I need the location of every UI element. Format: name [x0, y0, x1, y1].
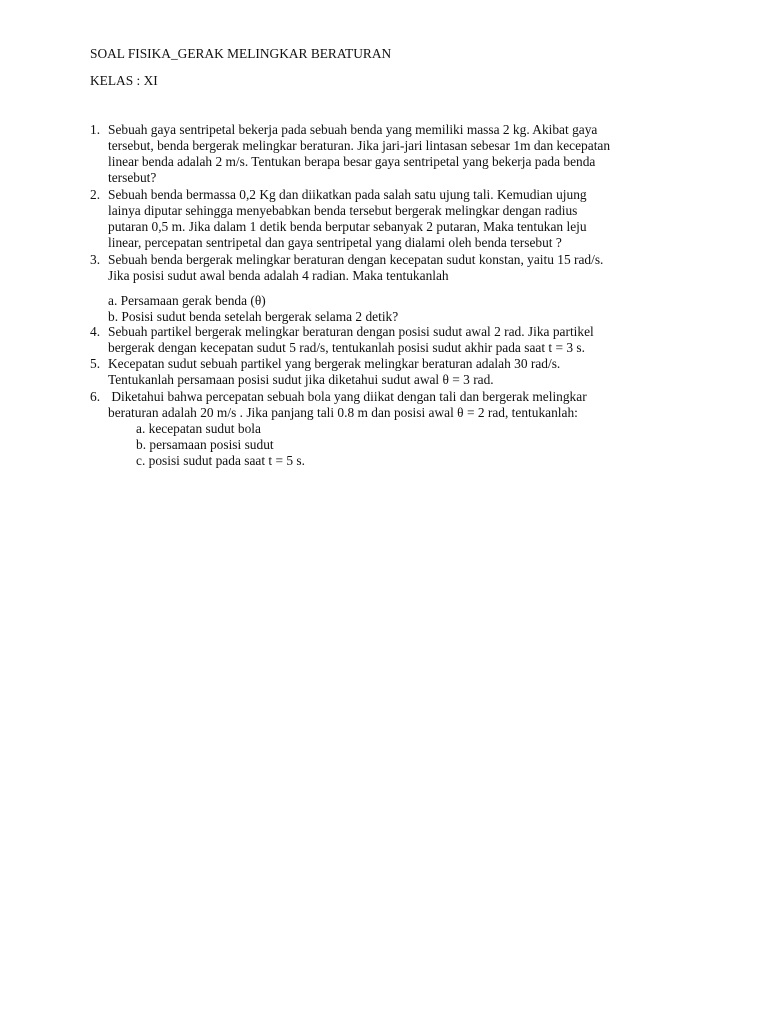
question-line: Sebuah gaya sentripetal bekerja pada sebuah benda yang memiliki massa 2 kg. Akibat gaya [108, 122, 598, 137]
sub-question-item: a. kecepatan sudut bola [136, 421, 261, 436]
question-line: Sebuah benda bermassa 0,2 Kg dan diikatkan pada salah satu ujung tali. Kemudian ujung [108, 187, 587, 202]
sub-question-group [136, 421, 696, 469]
question-line: lainya diputar sehingga menyebabkan benda tersebut bergerak melingkar dengan radius [108, 203, 578, 218]
question-text [108, 122, 690, 186]
question-text [108, 187, 690, 251]
question-text [108, 389, 690, 421]
question-line: Jika posisi sudut awal benda adalah 4 radian. Maka tentukanlah [108, 268, 449, 283]
question-number: 1. [90, 122, 101, 137]
question-line: Kecepatan sudut sebuah partikel yang bergerak melingkar beraturan adalah 30 rad/s. [108, 356, 561, 371]
document-title: SOAL FISIKA_GERAK MELINGKAR BERATURAN [90, 46, 392, 61]
sub-question-item: b. persamaan posisi sudut [136, 437, 274, 452]
question-number: 6. [90, 389, 101, 404]
question-line: Sebuah partikel bergerak melingkar beraturan dengan posisi sudut awal 2 rad. Jika partikel [108, 324, 594, 339]
class-label: KELAS : XI [90, 73, 158, 88]
question-number: 5. [90, 356, 101, 371]
question-line: bergerak dengan kecepatan sudut 5 rad/s, tentukanlah posisi sudut akhir pada saat t = 3 s. [108, 340, 585, 355]
question-line: putaran 0,5 m. Jika dalam 1 detik benda berputar sebanyak 2 putaran, Maka tentukan leju [108, 219, 587, 234]
question-number: 3. [90, 252, 101, 267]
question-line: tersebut, benda bergerak melingkar beraturan. Jika jari-jari lintasan sebesar 1m dan kecepatan [108, 138, 611, 153]
sub-question-item: c. posisi sudut pada saat t = 5 s. [136, 453, 305, 468]
question-text [108, 324, 690, 356]
question-line: linear, percepatan sentripetal dan gaya sentripetal yang dialami oleh benda tersebut ? [108, 235, 562, 250]
sub-question-item: a. Persamaan gerak benda (θ) [108, 293, 266, 308]
question-line: Sebuah benda bergerak melingkar beraturan dengan kecepatan sudut konstan, yaitu 15 rad/s. [108, 252, 604, 267]
question-line: Tentukanlah persamaan posisi sudut jika diketahui sudut awal θ = 3 rad. [108, 372, 494, 387]
question-number: 4. [90, 324, 101, 339]
question-number: 2. [90, 187, 101, 202]
sub-question-item: b. Posisi sudut benda setelah bergerak selama 2 detik? [108, 309, 399, 324]
question-line: beraturan adalah 20 m/s . Jika panjang tali 0.8 m dan posisi awal θ = 2 rad, tentukanlah: [108, 405, 578, 420]
sub-question-group [108, 293, 668, 325]
question-text [108, 356, 690, 388]
question-line: linear benda adalah 2 m/s. Tentukan berapa besar gaya sentripetal yang bekerja pada benda [108, 154, 596, 169]
question-text [108, 252, 690, 284]
question-line: Diketahui bahwa percepatan sebuah bola yang diikat dengan tali dan bergerak melingkar [108, 389, 587, 404]
question-line: tersebut? [108, 170, 157, 185]
